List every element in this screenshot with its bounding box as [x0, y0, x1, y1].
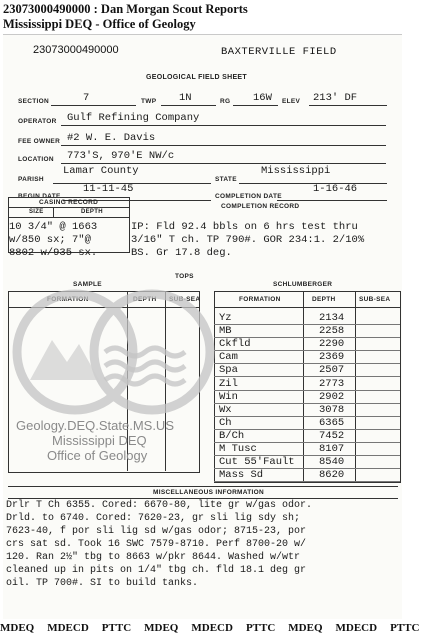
footer-item: MDECD	[335, 622, 378, 634]
sheet-title: GEOLOGICAL FIELD SHEET	[146, 74, 247, 81]
misc-line-6: cleaned up in pits on 1/4" tbg ch. fld 18.1 deg gr	[6, 565, 307, 576]
completion-date-value: 1-16-46	[313, 183, 358, 195]
location-value: 773'S, 970'E NW/c	[67, 150, 175, 162]
top-depth: 7452	[319, 429, 345, 442]
misc-line-3: 7623-40, f por sli lig sd w/gas odor; 8715-23, por	[6, 526, 307, 537]
casing-depth-header: DEPTH	[81, 209, 103, 215]
misc-line-1: Drlr T Ch 6355. Cored: 6670-80, lite gr w/gas odor.	[6, 500, 313, 511]
casing-line-1: 10 3/4" @ 1663	[9, 221, 98, 233]
misc-title: MISCELLANEOUS INFORMATION	[153, 489, 265, 496]
misc-line-2: Drld. to 6740. Cored: 7620-23, gr sli lig sdy sh;	[6, 513, 301, 524]
watermark-line1: Mississippi DEQ	[52, 433, 147, 448]
top-depth: 3078	[319, 403, 345, 416]
operator-label: OPERATOR	[18, 118, 57, 125]
twp-label: TWP	[141, 98, 157, 105]
tops-title: TOPS	[175, 273, 194, 280]
top-formation: MB	[219, 325, 232, 338]
fee-owner-label: FEE OWNER	[18, 138, 61, 145]
top-formation: B/Ch	[219, 429, 245, 442]
report-title: 23073000490000 : Dan Morgan Scout Reports	[3, 2, 248, 16]
top-formation: Cut 55'Fault	[219, 456, 295, 469]
completion-line-3: BS. Gr 17.8 deg.	[131, 247, 232, 259]
api-number: 23073000490000	[33, 44, 119, 56]
casing-line-2: w/850 sx; 7"@	[9, 234, 91, 246]
fee-owner-value: #2 W. E. Davis	[67, 132, 156, 144]
watermark-url: Geology.DEQ.State.MS.US	[16, 418, 174, 433]
sample-formation-header: FORMATION	[47, 296, 89, 303]
schl-subsea-header: SUB-SEA	[359, 296, 391, 303]
schl-formation-header: FORMATION	[239, 296, 281, 303]
field-sheet-card	[3, 34, 402, 619]
top-depth: 2507	[319, 364, 345, 377]
footer-item: PTTC	[390, 622, 420, 634]
sample-subsea-header: SUB-SEA	[169, 296, 201, 303]
top-row-rule	[214, 324, 400, 325]
section-value: 7	[83, 92, 90, 104]
footer-bar	[0, 622, 420, 634]
watermark-line2: Office of Geology	[47, 448, 148, 463]
twp-value: 1N	[179, 92, 192, 104]
footer-item: MDECD	[47, 622, 89, 634]
location-label: LOCATION	[18, 156, 54, 163]
schl-depth-header: DEPTH	[312, 296, 336, 303]
completion-line-1: IP: Fld 92.4 bbls on 6 hrs test thru	[131, 221, 358, 233]
top-depth: 2902	[319, 390, 345, 403]
misc-line-7: oil. TP 700#. SI to build tanks.	[6, 578, 199, 589]
footer-item: MDECD	[191, 622, 233, 634]
top-depth: 2773	[319, 377, 345, 390]
top-formation: Yz	[219, 312, 232, 324]
field-name: BAXTERVILLE FIELD	[221, 46, 337, 58]
begin-date-label: BEGIN DATE	[18, 193, 61, 200]
elev-value: 213' DF	[313, 92, 358, 104]
top-row-rule	[214, 350, 400, 351]
top-depth: 2258	[319, 325, 345, 338]
top-row-rule	[214, 403, 400, 404]
top-formation: Spa	[219, 364, 238, 377]
state-label: STATE	[215, 176, 237, 183]
top-formation: Ch	[219, 416, 232, 429]
top-depth: 2290	[319, 338, 345, 351]
schlumberger-title: SCHLUMBERGER	[273, 281, 333, 288]
top-formation: Ckfld	[219, 338, 251, 351]
top-formation: Mass Sd	[219, 469, 264, 482]
casing-line-3: 8802 w/935 sx.	[9, 247, 98, 259]
completion-date-label: COMPLETION DATE	[215, 193, 282, 200]
top-formation: Win	[219, 390, 238, 403]
rg-label: RG	[220, 98, 231, 105]
top-formation: Wx	[219, 403, 232, 416]
top-row-rule	[214, 416, 400, 417]
section-label: SECTION	[18, 98, 49, 105]
top-depth: 2369	[319, 351, 345, 364]
report-subtitle: Mississippi DEQ - Office of Geology	[3, 17, 196, 31]
sample-depth-header: DEPTH	[133, 296, 157, 303]
top-depth: 8540	[319, 456, 345, 469]
casing-record-title: CASING RECORD	[39, 199, 99, 206]
footer-item: MDEQ	[144, 622, 179, 634]
top-row-rule	[214, 390, 400, 391]
casing-size-header: SIZE	[29, 209, 44, 215]
top-formation: Cam	[219, 351, 238, 364]
misc-line-5: 120. Ran 2½" tbg to 8663 w/pkr 8644. Washed w/wtr	[6, 552, 301, 563]
footer-item: MDEQ	[0, 622, 35, 634]
elev-label: ELEV	[282, 98, 301, 105]
top-depth: 6365	[319, 416, 345, 429]
footer-item: MDEQ	[288, 622, 323, 634]
top-row-rule	[214, 376, 400, 377]
sample-title: SAMPLE	[73, 281, 102, 288]
top-formation: M Tusc	[219, 443, 257, 455]
top-formation: Zil	[219, 377, 238, 390]
operator-value: Gulf Refining Company	[67, 112, 200, 124]
rg-value: 16W	[253, 92, 272, 104]
top-depth: 8620	[319, 469, 345, 482]
completion-line-2: 3/16" T ch. TP 790#. GOR 234:1. 2/10%	[131, 234, 365, 246]
state-value: Mississippi	[261, 165, 331, 177]
parish-value: Lamar County	[63, 165, 139, 177]
parish-label: PARISH	[18, 176, 44, 183]
top-row-rule	[214, 481, 400, 482]
top-row-rule	[214, 363, 400, 364]
footer-item: PTTC	[101, 622, 132, 634]
begin-date-value: 11-11-45	[83, 183, 134, 195]
completion-record-title: COMPLETION RECORD	[221, 203, 300, 210]
misc-line-4: crs sat sd. Took 16 SWC 7579-8710. Perf 8700-20 w/	[6, 539, 307, 550]
top-depth: 8107	[319, 443, 345, 455]
footer-item: PTTC	[245, 622, 276, 634]
top-depth: 2134	[319, 312, 345, 324]
